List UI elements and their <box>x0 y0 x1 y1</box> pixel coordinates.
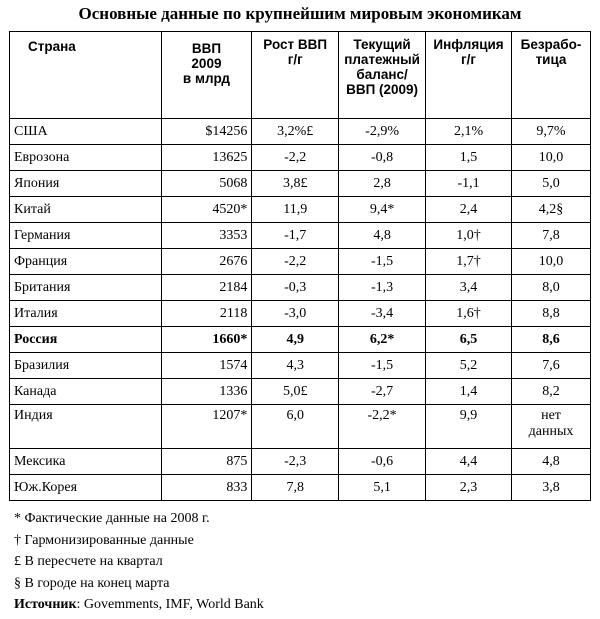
value-cell: -2,3 <box>252 449 339 475</box>
value-cell: 3,2%£ <box>252 119 339 145</box>
value-cell: 8,0 <box>512 275 591 301</box>
source-label: Источник <box>14 597 77 612</box>
value-cell: 9,9 <box>426 405 512 449</box>
value-cell: 7,6 <box>512 353 591 379</box>
table-row <box>10 119 591 145</box>
value-cell: 2,3 <box>426 475 512 501</box>
value-cell: 3,4 <box>426 275 512 301</box>
value-cell: 4,8 <box>512 449 591 475</box>
value-cell: 2,1% <box>426 119 512 145</box>
header-unemployment: Безрабо- тица <box>512 32 591 119</box>
value-cell: 11,9 <box>252 197 339 223</box>
value-cell: -3,4 <box>339 301 426 327</box>
value-cell: 3353 <box>161 223 252 249</box>
value-cell: -2,9% <box>339 119 426 145</box>
header-country: Страна <box>10 32 162 119</box>
value-cell: -0,3 <box>252 275 339 301</box>
value-cell: -2,2 <box>252 145 339 171</box>
country-cell: Германия <box>10 223 162 249</box>
value-cell: 4,9 <box>252 327 339 353</box>
country-cell: Италия <box>10 301 162 327</box>
country-cell: Россия <box>10 327 162 353</box>
header-current-account: Текущий платежный баланс/ ВВП (2009) <box>339 32 426 119</box>
header-gdp-growth: Рост ВВП г/г <box>252 32 339 119</box>
value-cell: $14256 <box>161 119 252 145</box>
value-cell: -0,8 <box>339 145 426 171</box>
value-cell: 1,4 <box>426 379 512 405</box>
value-cell: 5,1 <box>339 475 426 501</box>
value-cell: 3,8 <box>512 475 591 501</box>
table-row <box>10 379 591 405</box>
value-cell: 2184 <box>161 275 252 301</box>
table-row <box>10 405 591 449</box>
value-cell: 1336 <box>161 379 252 405</box>
table-row <box>10 327 591 353</box>
value-cell: 8,2 <box>512 379 591 405</box>
value-cell: 2676 <box>161 249 252 275</box>
value-cell: 5,0£ <box>252 379 339 405</box>
value-cell: 6,2* <box>339 327 426 353</box>
value-cell: 875 <box>161 449 252 475</box>
value-cell: 5068 <box>161 171 252 197</box>
value-cell: 2,8 <box>339 171 426 197</box>
header-gdp: ВВП 2009 в млрд <box>161 32 252 119</box>
value-cell: 4520* <box>161 197 252 223</box>
footnote-quarterly: £ В пересчете на квартал <box>14 554 163 569</box>
value-cell: 4,3 <box>252 353 339 379</box>
country-cell: Индия <box>10 405 162 449</box>
value-cell: 4,8 <box>339 223 426 249</box>
value-cell: -2,2* <box>339 405 426 449</box>
value-cell: 1660* <box>161 327 252 353</box>
value-cell: 1,6† <box>426 301 512 327</box>
value-cell: 7,8 <box>512 223 591 249</box>
value-cell: 10,0 <box>512 249 591 275</box>
value-cell: 9,7% <box>512 119 591 145</box>
value-cell: 1,7† <box>426 249 512 275</box>
table-row <box>10 171 591 197</box>
country-cell: Канада <box>10 379 162 405</box>
country-cell: Еврозона <box>10 145 162 171</box>
value-cell: 3,8£ <box>252 171 339 197</box>
value-cell: 8,8 <box>512 301 591 327</box>
table-row <box>10 275 591 301</box>
source-text: : Govemments, IMF, World Bank <box>76 597 264 612</box>
value-cell: 7,8 <box>252 475 339 501</box>
table-row <box>10 449 591 475</box>
table-row <box>10 475 591 501</box>
country-cell: Мексика <box>10 449 162 475</box>
value-cell: 4,4 <box>426 449 512 475</box>
value-cell: -1,3 <box>339 275 426 301</box>
country-cell: США <box>10 119 162 145</box>
value-cell: 6,5 <box>426 327 512 353</box>
table-row <box>10 197 591 223</box>
value-cell: -1,5 <box>339 353 426 379</box>
footnotes <box>14 508 264 616</box>
table-row <box>10 353 591 379</box>
table-row <box>10 223 591 249</box>
value-cell: -2,2 <box>252 249 339 275</box>
economies-table <box>9 31 591 501</box>
value-cell: 2,4 <box>426 197 512 223</box>
value-cell: 10,0 <box>512 145 591 171</box>
value-cell: 833 <box>161 475 252 501</box>
footnote-harmonized: † Гармонизированные данные <box>14 532 194 548</box>
value-cell: нет данных <box>512 405 591 449</box>
value-cell: 1,5 <box>426 145 512 171</box>
value-cell: -1,7 <box>252 223 339 249</box>
value-cell: -1,5 <box>339 249 426 275</box>
table-row <box>10 249 591 275</box>
table-header-row <box>10 32 591 119</box>
value-cell: 8,6 <box>512 327 591 353</box>
country-cell: Китай <box>10 197 162 223</box>
table-row <box>10 145 591 171</box>
table-row <box>10 301 591 327</box>
value-cell: 4,2§ <box>512 197 591 223</box>
value-cell: -2,7 <box>339 379 426 405</box>
value-cell: 1574 <box>161 353 252 379</box>
country-cell: Юж.Корея <box>10 475 162 501</box>
value-cell: 5,0 <box>512 171 591 197</box>
header-inflation: Инфляция г/г <box>426 32 512 119</box>
page-title: Основные данные по крупнейшим мировым экономикам <box>78 4 522 23</box>
value-cell: 13625 <box>161 145 252 171</box>
value-cell: -0,6 <box>339 449 426 475</box>
value-cell: 6,0 <box>252 405 339 449</box>
table-body <box>10 119 591 501</box>
country-cell: Бразилия <box>10 353 162 379</box>
value-cell: 9,4* <box>339 197 426 223</box>
country-cell: Британия <box>10 275 162 301</box>
value-cell: 1207* <box>161 405 252 449</box>
value-cell: -1,1 <box>426 171 512 197</box>
country-cell: Япония <box>10 171 162 197</box>
footnote-city-march: § В городе на конец марта <box>14 575 170 591</box>
value-cell: 5,2 <box>426 353 512 379</box>
source-line <box>14 594 264 616</box>
value-cell: 1,0† <box>426 223 512 249</box>
country-cell: Франция <box>10 249 162 275</box>
footnote-actual-2008: * Фактические данные на 2008 г. <box>14 511 210 526</box>
value-cell: -3,0 <box>252 301 339 327</box>
value-cell: 2118 <box>161 301 252 327</box>
